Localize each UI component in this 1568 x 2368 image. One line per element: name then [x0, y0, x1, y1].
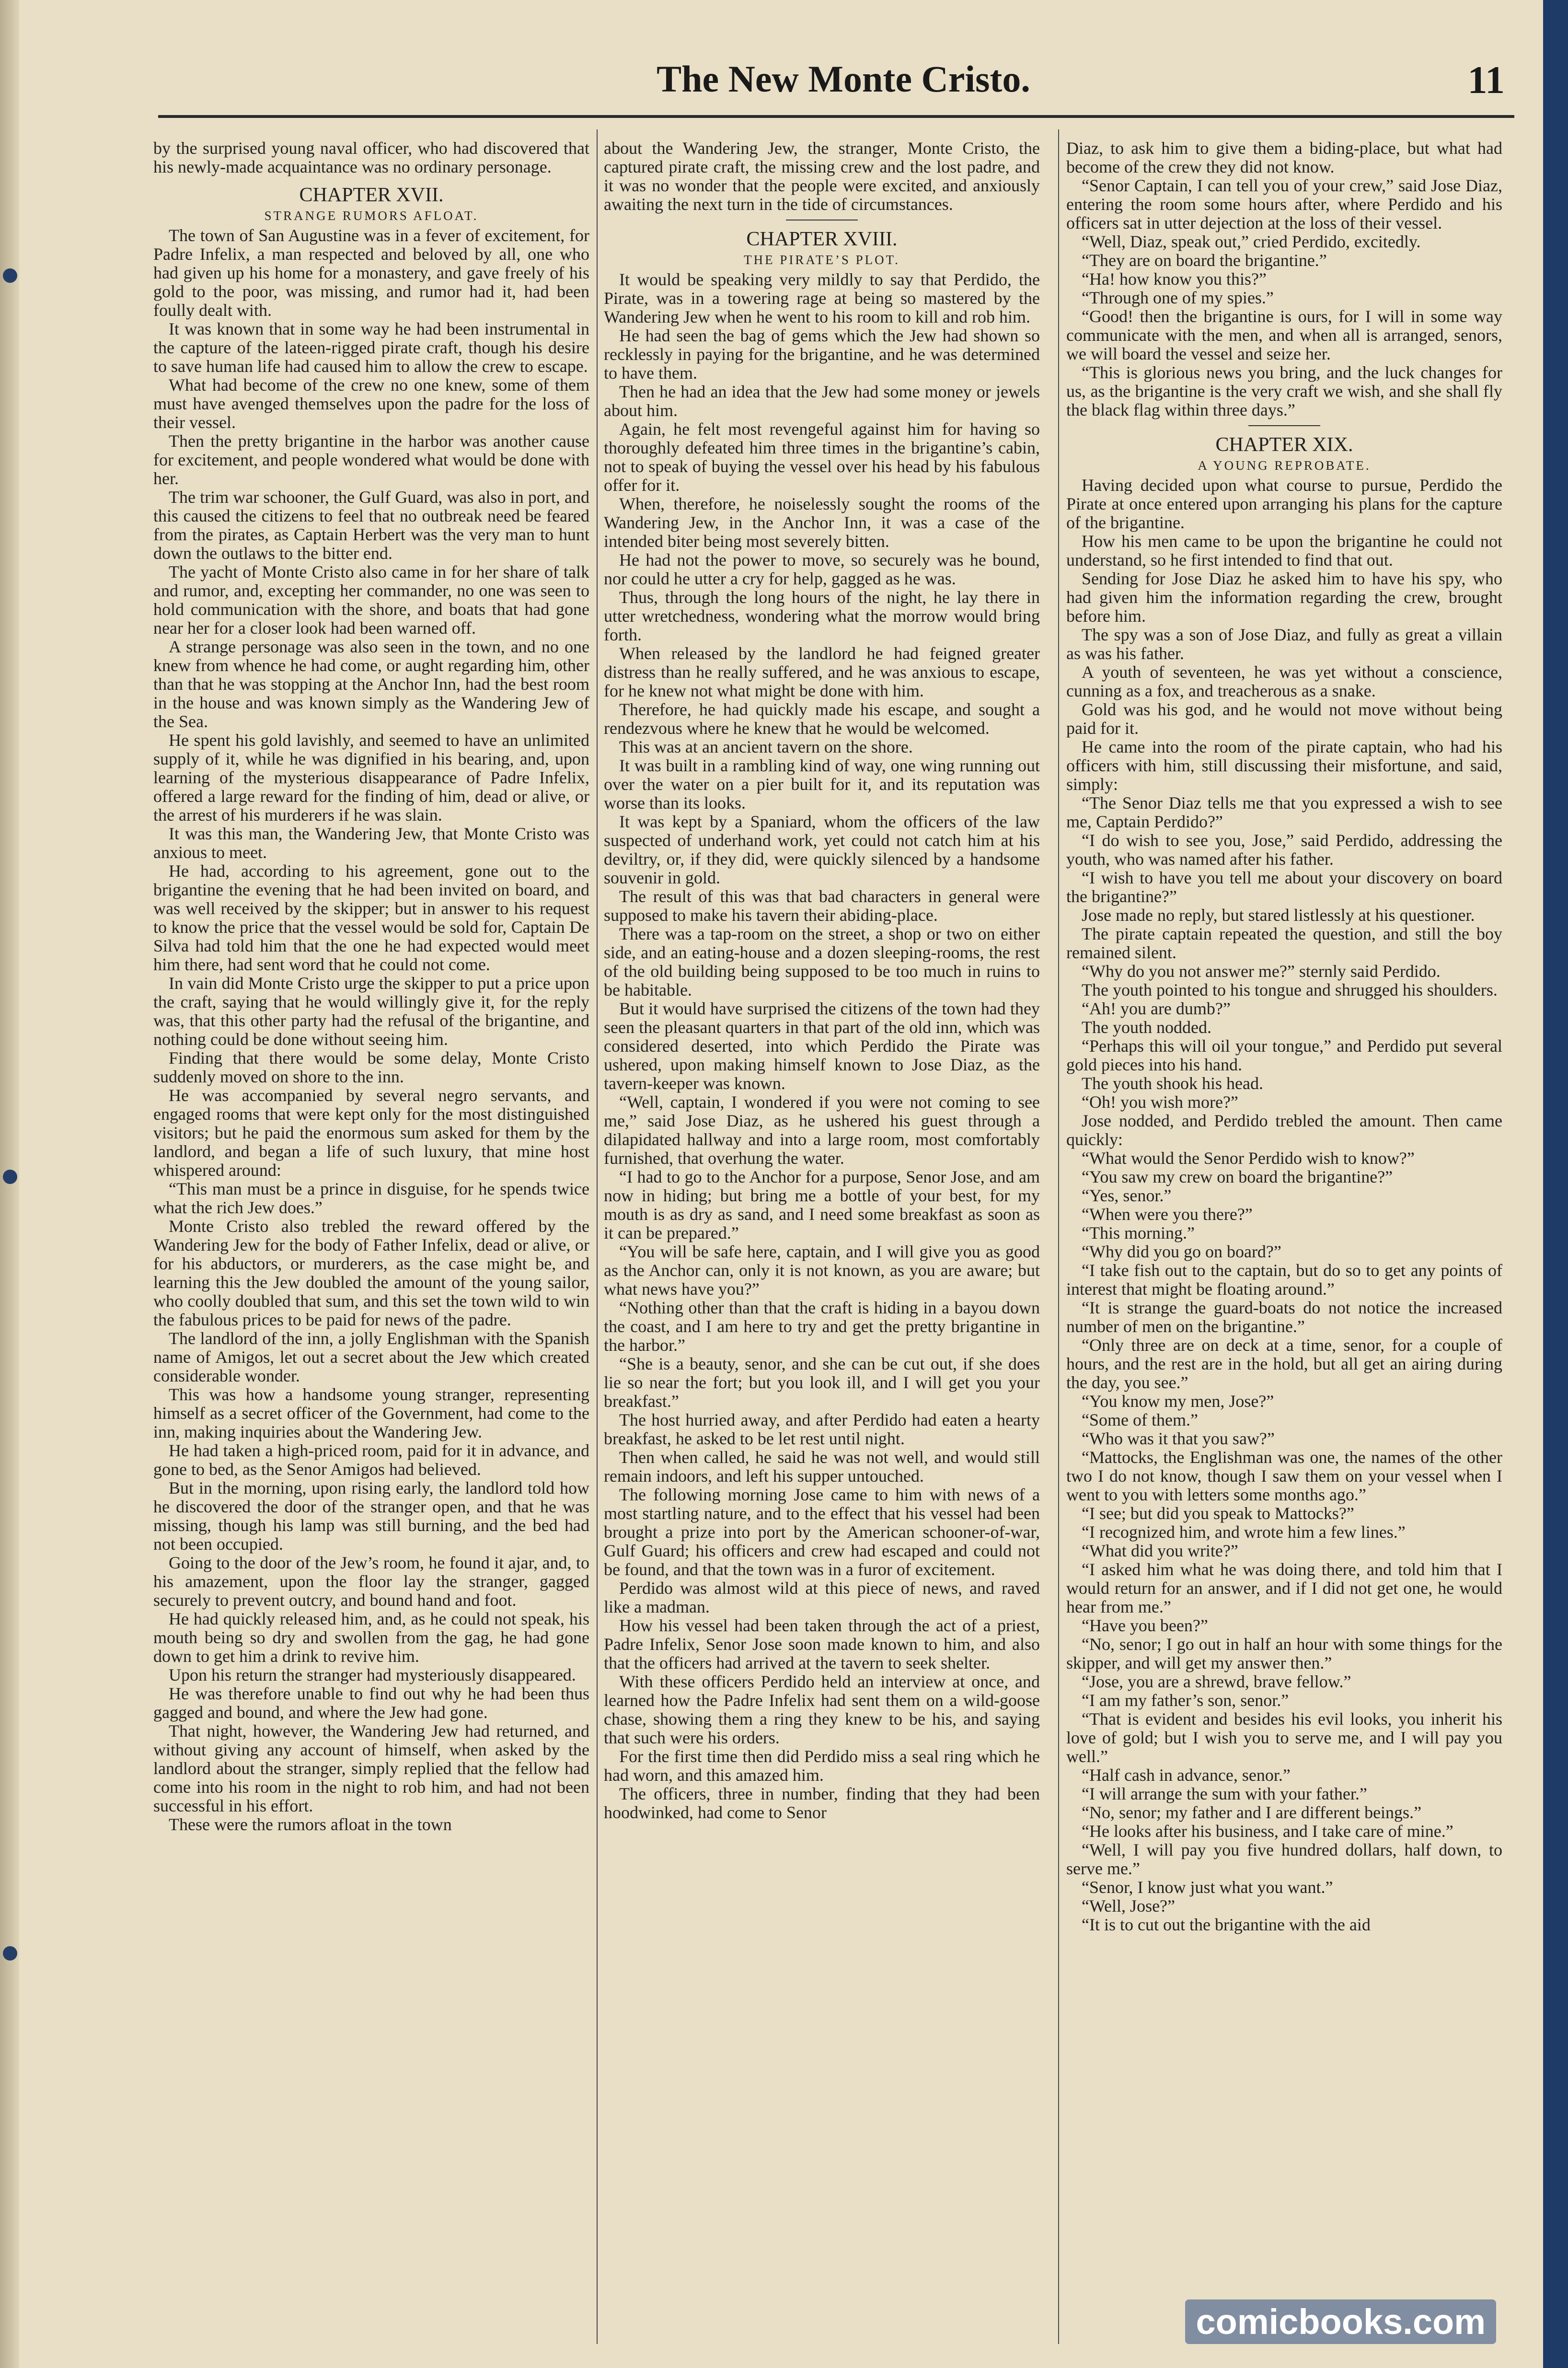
paragraph: These were the rumors afloat in the town [169, 1815, 452, 1834]
paragraph: A strange personage was also seen in the town, and no one knew from whence he had come, or aught regarding him, other than that he was stopping at the Anchor Inn, had the best room in the house and was known simply as the Wandering Jew of the Sea. [153, 637, 589, 731]
paragraph: Going to the door of the Jew’s room, he found it ajar, and, to his amazement, upon the floor lay the stranger, gagged securely to prevent outcry, and bound hand and foot. [153, 1553, 589, 1610]
column-2 [604, 139, 1040, 1822]
paragraph: “Nothing other than that the craft is hiding in a bayou down the coast, and I am here to try and get the pretty brigantine in the harbor.” [604, 1298, 1040, 1355]
paragraph: “Well, I will pay you five hundred dollars, half down, to serve me.” [1066, 1840, 1502, 1878]
paragraph: “Jose, you are a shrewd, brave fellow.” [1082, 1672, 1351, 1691]
paragraph: It was built in a rambling kind of way, one wing running out over the water on a pier built for it, and its reputation was worse than its looks. [604, 756, 1040, 813]
paragraph: The town of San Augustine was in a fever of excitement, for Padre Infelix, a man respected and beloved by all, one who had given up his home for a monastery, and gave freely of his gold to the poor, was missing, and rumor had it, had been foully dealt with. [153, 226, 589, 320]
paragraph: He had not the power to move, so securely was he bound, nor could he utter a cry for help, gagged as he was. [604, 550, 1040, 588]
paragraph: by the surprised young naval officer, who had discovered that his newly-made acquaintance was no ordinary personage. [153, 139, 589, 176]
chapter-heading: CHAPTER XVIII. [746, 228, 898, 250]
paragraph: “You know my men, Jose?” [1082, 1392, 1274, 1411]
paragraph: The youth shook his head. [1082, 1074, 1263, 1093]
paragraph: It would be speaking very mildly to say that Perdido, the Pirate, was in a towering rage at being so mastered by the Wandering Jew when he went to his room to kill and rob him. [604, 270, 1040, 326]
paragraph: “I wish to have you tell me about your discovery on board the brigantine?” [1066, 868, 1502, 906]
paragraph: “Well, captain, I wondered if you were not coming to see me,” said Jose Diaz, as he ushered his guest through a dilapidated hallway and into a large room, most comfortably furnished, that overhung the water. [604, 1092, 1040, 1168]
binding-hole [3, 268, 17, 283]
paragraph: “The Senor Diaz tells me that you expressed a wish to see me, Captain Perdido?” [1066, 793, 1502, 831]
paragraph: “What would the Senor Perdido wish to know?” [1082, 1149, 1415, 1168]
paragraph: “No, senor; my father and I are different beings.” [1082, 1803, 1422, 1822]
paragraph: When, therefore, he noiselessly sought the rooms of the Wandering Jew, in the Anchor Inn, it was a case of the intended biter being most severely bitten. [604, 494, 1040, 551]
column-divider [1058, 129, 1059, 2344]
paragraph: The host hurried away, and after Perdido had eaten a hearty breakfast, he asked to be let rest until night. [604, 1410, 1040, 1448]
paragraph: He was accompanied by several negro servants, and engaged rooms that were kept only for the most distinguished visitors; but he paid the enormous sum asked for them by the landlord, and began a life of such luxury, that mine host whispered around: [153, 1086, 589, 1180]
paragraph: Jose made no reply, but stared listlessly at his questioner. [1082, 905, 1475, 925]
paragraph: It was kept by a Spaniard, whom the officers of the law suspected of underhand work, yet could not catch him at his deviltry, or, if they did, were quickly silenced by a handsome souvenir in gold. [604, 812, 1040, 887]
paragraph: “Who was it that you saw?” [1082, 1429, 1275, 1448]
paragraph: But in the morning, upon rising early, the landlord told how he discovered the door of the stranger open, and that he was missing, though his lamp was still burning, and the bed had not been occupied. [153, 1478, 589, 1554]
paragraph: “Senor Captain, I can tell you of your crew,” said Jose Diaz, entering the room some hours after, where Perdido and his officers sat in utter dejection at the loss of their vessel. [1066, 176, 1502, 232]
chapter-heading: CHAPTER XIX. [1215, 434, 1353, 456]
paragraph: “Ha! how know you this?” [1082, 269, 1267, 289]
paragraph: “Good! then the brigantine is ours, for I will in some way communicate with the men, and when all is arranged, senors, we will board the vessel and seize her. [1066, 307, 1502, 363]
paragraph: Finding that there would be some delay, Monte Cristo suddenly moved on shore to the inn. [153, 1048, 589, 1086]
paragraph: It was known that in some way he had been instrumental in the capture of the lateen-rigged pirate craft, though his desire to save human life had caused him to allow the crew to escape. [153, 319, 589, 376]
paragraph: “This morning.” [1082, 1223, 1195, 1242]
paragraph: “Half cash in advance, senor.” [1082, 1765, 1291, 1785]
paragraph: How his men came to be upon the brigantine he could not understand, so he first intended to find that out. [1066, 532, 1502, 569]
paragraph: “He looks after his business, and I take care of mine.” [1082, 1822, 1453, 1841]
paragraph: “Some of them.” [1082, 1410, 1198, 1429]
header-rule [158, 115, 1514, 118]
section-separator [786, 220, 858, 221]
paragraph: He was therefore unable to find out why he had been thus gagged and bound, and where the Jew had gone. [153, 1684, 589, 1722]
paragraph: “She is a beauty, senor, and she can be cut out, if she does lie so near the fort; but you look ill, and I will get you your breakfast.” [604, 1354, 1040, 1411]
paragraph: “I will arrange the sum with your father.” [1082, 1784, 1367, 1803]
paragraph: It was this man, the Wandering Jew, that Monte Cristo was anxious to meet. [153, 824, 589, 862]
paragraph: Again, he felt most revengeful against him for having so thoroughly defeated him three times in the brigantine’s cabin, not to speak of buying the vessel over his head by his fabulous offer for it. [604, 419, 1040, 495]
paragraph: Diaz, to ask him to give them a biding-place, but what had become of the crew they did not know. [1066, 139, 1502, 176]
paragraph: Perdido was almost wild at this piece of news, and raved like a madman. [604, 1579, 1040, 1616]
paragraph: The yacht of Monte Cristo also came in for her share of talk and rumor, and, excepting her commander, no one was seen to hold communication with the shore, and boats that had gone near her for a closer look had been warned off. [153, 562, 589, 638]
paragraph: That night, however, the Wandering Jew had returned, and without giving any account of himself, when asked by the landlord about the stranger, simply replied that the fellow had come into his room in the night to rob him, and had not been successful in his effort. [153, 1721, 589, 1815]
paragraph: “Mattocks, the Englishman was one, the names of the other two I do not know, though I saw them on your vessel when I went to you with letters some months ago.” [1066, 1448, 1502, 1504]
paragraph: “No, senor; I go out in half an hour with some things for the skipper, and will get my answer then.” [1066, 1635, 1502, 1672]
chapter-subheading: A YOUNG REPROBATE. [1198, 458, 1371, 473]
paragraph: But it would have surprised the citizens of the town had they seen the pleasant quarters in that part of the old inn, which was considered deserted, into which Perdido the Pirate was ushered, upon making himself known to Jose Diaz, as the tavern-keeper was known. [604, 999, 1040, 1093]
paragraph: The spy was a son of Jose Diaz, and fully as great a villain as was his father. [1066, 625, 1502, 663]
paragraph: He spent his gold lavishly, and seemed to have an unlimited supply of it, while he was dignified in his bearing, and, upon learning of the mysterious disappearance of Padre Infelix, offered a large reward for the finding of him, dead or alive, or the arrest of his murderers if he was slain. [153, 731, 589, 824]
watermark-logo: comicbooks.com [1185, 2299, 1496, 2344]
paragraph: Then the pretty brigantine in the harbor was another cause for excitement, and people wondered what would be done with her. [153, 431, 589, 488]
paragraph: “They are on board the brigantine.” [1082, 251, 1327, 270]
paragraph: Upon his return the stranger had mysteriously disappeared. [169, 1665, 576, 1684]
paragraph: “Well, Jose?” [1082, 1896, 1176, 1915]
paragraph: “Why did you go on board?” [1082, 1242, 1281, 1261]
chapter-subheading: STRANGE RUMORS AFLOAT. [264, 209, 479, 223]
paragraph: “It is strange the guard-boats do not notice the increased number of men on the brigantine.” [1066, 1298, 1502, 1336]
paragraph: Gold was his god, and he would not move without being paid for it. [1066, 700, 1502, 738]
section-separator [1248, 425, 1320, 426]
paragraph: He came into the room of the pirate captain, who had his officers with him, still discussing their misfortune, and said, simply: [1066, 737, 1502, 794]
chapter-subheading: THE PIRATE’S PLOT. [744, 253, 900, 267]
page-spine [0, 0, 19, 2368]
page-header [158, 58, 1529, 115]
paragraph: “What did you write?” [1082, 1541, 1238, 1560]
paragraph: He had seen the bag of gems which the Jew had shown so recklessly in paying for the brigantine, and he was determined to have them. [604, 326, 1040, 383]
paragraph: The result of this was that bad characters in general were supposed to make his tavern their abiding-place. [604, 887, 1040, 925]
paragraph: Jose nodded, and Perdido trebled the amount. Then came quickly: [1066, 1111, 1502, 1149]
paragraph: “I had to go to the Anchor for a purpose, Senor Jose, and am now in hiding; but bring me a bottle of your best, for my mouth is as dry as sand, and I need some breakfast as soon as it can be prepared.” [604, 1167, 1040, 1242]
paragraph: “You saw my crew on board the brigantine?” [1082, 1167, 1393, 1186]
page-title: The New Monte Cristo. [657, 58, 1030, 100]
paragraph: The landlord of the inn, a jolly Englishman with the Spanish name of Amigos, let out a secret about the Jew which created considerable wonder. [153, 1329, 589, 1385]
paragraph: “That is evident and besides his evil looks, you inherit his love of gold; but I wish you to serve me, and I will pay you well.” [1066, 1709, 1502, 1766]
paragraph: He had quickly released him, and, as he could not speak, his mouth being so dry and swollen from the gag, he had gone down to get him a drink to revive him. [153, 1609, 589, 1666]
paragraph: “It is to cut out the brigantine with the aid [1082, 1915, 1371, 1934]
paragraph: about the Wandering Jew, the stranger, Monte Cristo, the captured pirate craft, the missing crew and the lost padre, and it was no wonder that the people were excited, and anxiously awaiting the next turn in the tide of circumstances. [604, 139, 1040, 214]
paragraph: This was how a handsome young stranger, representing himself as a secret officer of the Government, had come to the inn, making inquiries about the Wandering Jew. [153, 1385, 589, 1441]
paragraph: “I see; but did you speak to Mattocks?” [1082, 1504, 1354, 1523]
paragraph: Having decided upon what course to pursue, Perdido the Pirate at once entered upon arranging his plans for the capture of the brigantine. [1066, 476, 1502, 532]
paragraph: “Oh! you wish more?” [1082, 1092, 1238, 1112]
paragraph: “Senor, I know just what you want.” [1082, 1878, 1333, 1897]
paragraph: “Ah! you are dumb?” [1082, 999, 1231, 1018]
paragraph: The youth pointed to his tongue and shrugged his shoulders. [1082, 980, 1498, 999]
paragraph: He had, according to his agreement, gone out to the brigantine the evening that he had been invited on board, and was well received by the skipper; but in answer to his request to know the price that the vessel would be sold for, Captain De Silva had told him that the one he had expected would meet him there, had sent word that he could not come. [153, 861, 589, 974]
paragraph: “Yes, senor.” [1082, 1186, 1172, 1205]
paragraph: Sending for Jose Diaz he asked him to have his spy, who had given him the information regarding the crew, brought before him. [1066, 569, 1502, 626]
paragraph: “Why do you not answer me?” sternly said Perdido. [1082, 962, 1441, 981]
paragraph: He had taken a high-priced room, paid for it in advance, and gone to bed, as the Senor Amigos had believed. [153, 1441, 589, 1479]
paragraph: In vain did Monte Cristo urge the skipper to put a price upon the craft, saying that he would willingly give it, for the reply was, that this other party had the refusal of the brigantine, and nothing could be done without seeing him. [153, 974, 589, 1049]
column-divider [597, 129, 598, 2344]
paragraph: “I take fish out to the captain, but do so to get any points of interest that might be floating around.” [1066, 1261, 1502, 1299]
paragraph: “You will be safe here, captain, and I will give you as good as the Anchor can, only it is not known, as you are aware; but what news have you?” [604, 1242, 1040, 1299]
page-number: 11 [1467, 58, 1505, 102]
paragraph: “When were you there?” [1082, 1205, 1253, 1224]
paragraph: There was a tap-room on the street, a shop or two on either side, and an eating-house and a dozen sleeping-rooms, the rest of the old building being supposed to be too much in ruins to be habitable. [604, 924, 1040, 999]
column-1 [153, 139, 589, 1834]
paragraph: “This is glorious news you bring, and the luck changes for us, as the brigantine is the very craft we wish, and she shall fly the black flag within three days.” [1066, 363, 1502, 419]
paragraph: “Perhaps this will oil your tongue,” and Perdido put several gold pieces into his hand. [1066, 1036, 1502, 1074]
paragraph: The following morning Jose came to him with news of a most startling nature, and to the effect that his vessel had been brought a prize into port by the American schooner-of-war, Gulf Guard; his officers and crew had escaped and could not be found, and that the town was in a furor of excitement. [604, 1485, 1040, 1579]
paragraph: What had become of the crew no one knew, some of them must have avenged themselves upon the padre for the loss of their vessel. [153, 375, 589, 432]
paragraph: “I recognized him, and wrote him a few lines.” [1082, 1522, 1406, 1542]
paragraph: The trim war schooner, the Gulf Guard, was also in port, and this caused the citizens to feel that no outbreak need be feared from the pirates, as Captain Herbert was the very man to hunt down the outlaws to the bitter end. [153, 488, 589, 563]
paragraph: “Through one of my spies.” [1082, 288, 1274, 307]
paragraph: This was at an ancient tavern on the shore. [619, 737, 913, 756]
paragraph: When released by the landlord he had feigned greater distress than he really suffered, and he was anxious to escape, for he knew not what might be done with him. [604, 644, 1040, 700]
column-3 [1066, 139, 1502, 1934]
binding-hole [3, 1946, 17, 1961]
paragraph: Thus, through the long hours of the night, he lay there in utter wretchedness, wondering what the morrow would bring forth. [604, 588, 1040, 644]
paragraph: Then when called, he said he was not well, and would still remain indoors, and left his supper untouched. [604, 1448, 1040, 1486]
paragraph: With these officers Perdido held an interview at once, and learned how the Padre Infelix had sent them on a wild-goose chase, showing them a ring they knew to be his, and saying that such were his orders. [604, 1672, 1040, 1747]
paragraph: “I asked him what he was doing there, and told him that I would return for an answer, and if I did not get one, he would hear from me.” [1066, 1560, 1502, 1616]
paragraph: Then he had an idea that the Jew had some money or jewels about him. [604, 382, 1040, 420]
paragraph: “Well, Diaz, speak out,” cried Perdido, excitedly. [1082, 232, 1421, 251]
binding-hole [3, 1170, 17, 1184]
paragraph: The officers, three in number, finding that they had been hoodwinked, had come to Senor [604, 1784, 1040, 1822]
paragraph: “I do wish to see you, Jose,” said Perdido, addressing the youth, who was named after his father. [1066, 831, 1502, 869]
paragraph: “Only three are on deck at a time, senor, for a couple of hours, and the rest are in the hold, but all get an airing during the day, you see.” [1066, 1335, 1502, 1392]
paragraph: A youth of seventeen, he was yet without a conscience, cunning as a fox, and treacherous as a snake. [1066, 662, 1502, 700]
paragraph: How his vessel had been taken through the act of a priest, Padre Infelix, Senor Jose soon made known to him, and also that the officers had arrived at the tavern to seek shelter. [604, 1616, 1040, 1672]
paragraph: The youth nodded. [1082, 1018, 1211, 1037]
chapter-heading: CHAPTER XVII. [299, 184, 444, 206]
paragraph: For the first time then did Perdido miss a seal ring which he had worn, and this amazed him. [604, 1747, 1040, 1785]
paragraph: “This man must be a prince in disguise, for he spends twice what the rich Jew does.” [153, 1179, 589, 1217]
paragraph: The pirate captain repeated the question, and still the boy remained silent. [1066, 924, 1502, 962]
paragraph: Therefore, he had quickly made his escape, and sought a rendezvous where he knew that he would be welcomed. [604, 700, 1040, 738]
paragraph: “I am my father’s son, senor.” [1082, 1691, 1289, 1710]
paragraph: “Have you been?” [1082, 1616, 1208, 1635]
paragraph: Monte Cristo also trebled the reward offered by the Wandering Jew for the body of Father Infelix, dead or alive, or for his abductors, or murderers, as the case might be, and learning this the Jew doubled the amount of the young sailor, who coolly doubled that sum, and this set the town wild to win the fabulous prices to be paid for news of the padre. [153, 1217, 589, 1329]
